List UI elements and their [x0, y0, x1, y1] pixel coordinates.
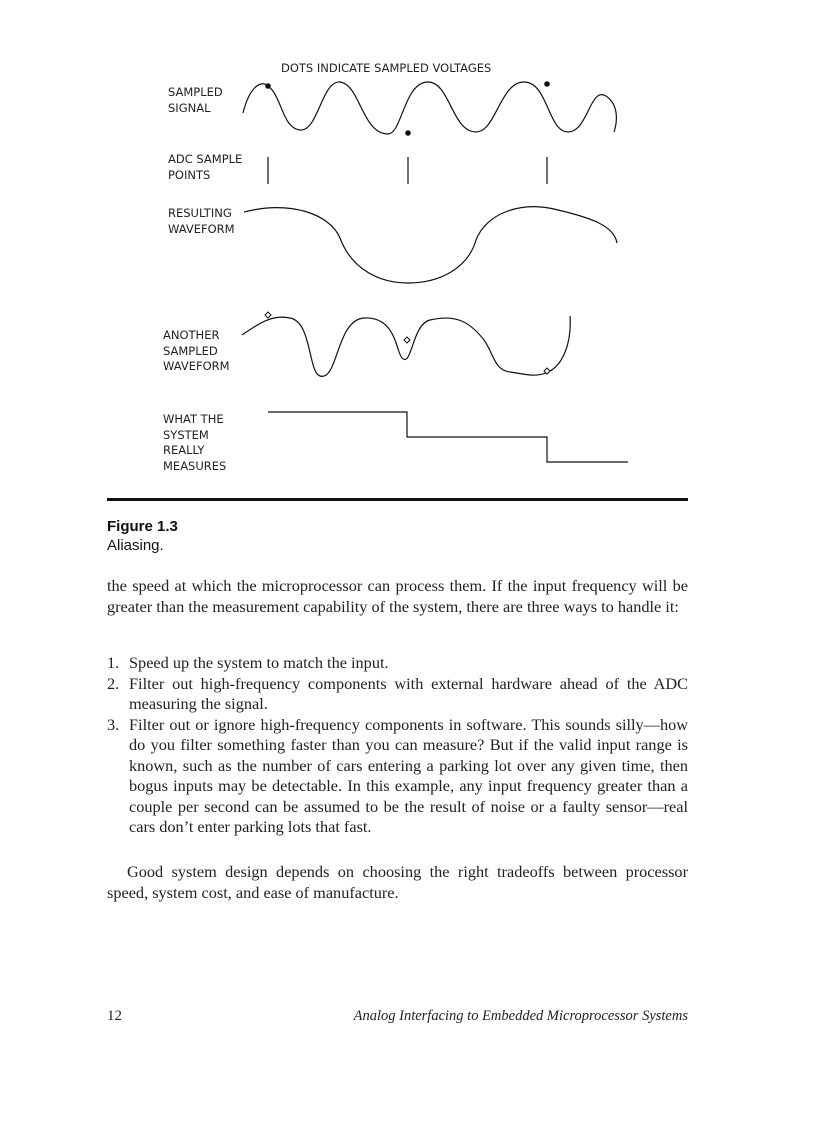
body-paragraph: the speed at which the microprocessor can process them. If the input frequency will be greater than the measurement capability of the system, there are three ways to handle it:: [107, 576, 688, 616]
svg-text:SYSTEM: SYSTEM: [163, 428, 209, 442]
sample-dot: [405, 130, 411, 136]
running-footer-title: Analog Interfacing to Embedded Microprocessor Systems: [353, 1008, 688, 1024]
list-item: [107, 715, 688, 838]
label-sampled-signal: [168, 85, 223, 115]
label-what-system-measures: [163, 412, 226, 473]
list-item-number: 3.: [107, 714, 120, 734]
sample-dot: [544, 81, 550, 87]
svg-text:SAMPLED: SAMPLED: [163, 344, 218, 358]
svg-text:WHAT THE: WHAT THE: [163, 412, 224, 426]
svg-text:ADC SAMPLE: ADC SAMPLE: [168, 152, 243, 166]
figure-divider-rule: [107, 498, 688, 501]
sampled-signal-wave: [243, 82, 616, 134]
figure-caption-text: Aliasing.: [107, 537, 164, 554]
label-resulting-waveform: [168, 206, 235, 236]
sample-dot: [404, 337, 410, 343]
svg-text:POINTS: POINTS: [168, 168, 211, 182]
label-another-sampled-waveform: [163, 328, 230, 373]
resulting-waveform-wave: [244, 207, 617, 283]
sample-dot: [265, 312, 271, 318]
svg-text:REALLY: REALLY: [163, 443, 205, 457]
svg-text:MEASURES: MEASURES: [163, 459, 227, 473]
aliasing-figure: [0, 0, 816, 500]
measured-step-waveform: [268, 412, 628, 462]
list-item-number: 1.: [107, 653, 120, 672]
sample-dot: [265, 83, 271, 89]
svg-text:RESULTING: RESULTING: [168, 206, 232, 220]
figure-caption-title: Figure 1.3: [107, 518, 178, 535]
page-number: 12: [107, 1008, 122, 1024]
body-paragraph: Good system design depends on choosing the right tradeoffs between processor speed, system cost, and ease of manufacture.: [107, 862, 688, 902]
list-item: [107, 674, 688, 715]
another-sampled-waveform-wave: [242, 316, 570, 376]
list-item-text: Filter out or ignore high-frequency components in software. This sounds silly—how do you filter something faster than you can measure? But if the valid input range is known, such as the number of cars entering a parking lot over any given time, then bogus inputs may be detectable. In this example, any input frequency greater than a couple per second can be assumed to be the result of noise or a faulty sensor—real cars don’t enter parking lots that fast.: [129, 714, 688, 836]
svg-text:ANOTHER: ANOTHER: [163, 328, 220, 342]
options-list: [107, 653, 688, 838]
list-item-number: 2.: [107, 673, 120, 693]
label-adc-sample-points: [168, 152, 242, 182]
svg-text:SAMPLED: SAMPLED: [168, 85, 223, 99]
svg-text:SIGNAL: SIGNAL: [168, 101, 211, 115]
list-item-text: Speed up the system to match the input.: [129, 653, 389, 672]
list-item-text: Filter out high-frequency components with external hardware ahead of the ADC measuring the signal.: [129, 673, 688, 713]
figure-header: DOTS INDICATE SAMPLED VOLTAGES: [281, 61, 492, 75]
svg-text:WAVEFORM: WAVEFORM: [163, 359, 230, 373]
svg-text:WAVEFORM: WAVEFORM: [168, 222, 235, 236]
list-item: [107, 653, 688, 674]
